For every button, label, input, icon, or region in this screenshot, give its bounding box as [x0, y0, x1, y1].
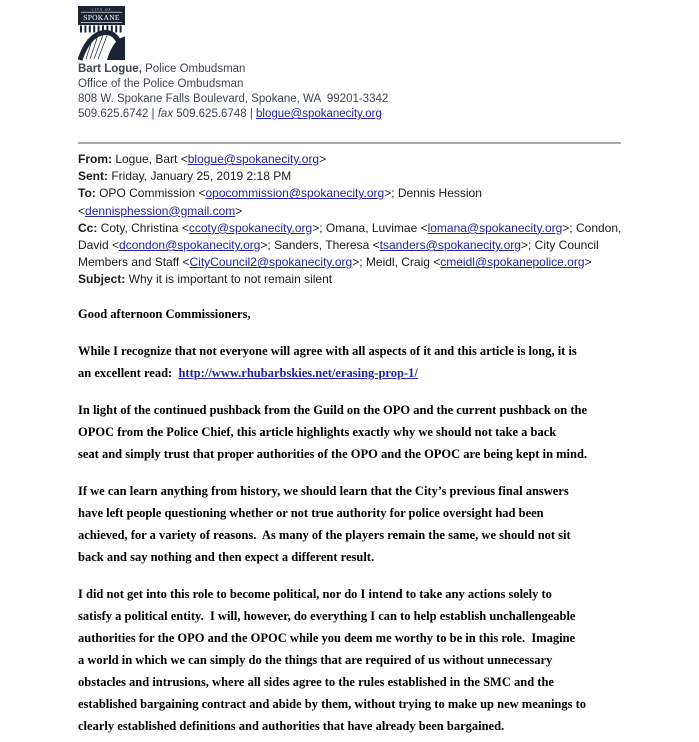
text-line: [78, 443, 688, 465]
hyperlink[interactable]: http://www.rhubarbskies.net/erasing-prop-1/: [178, 366, 418, 380]
hyperlink[interactable]: dennisphession@gmail.com: [85, 203, 236, 218]
text-run: established bargaining contract and abide by them, without trying to make up new meanings to: [78, 697, 587, 711]
text-run: If we can learn anything from history, we should learn that the City’s previous final answers: [78, 484, 569, 498]
text-line: [78, 203, 621, 220]
text-run: Sent:: [78, 169, 108, 184]
text-run: David <: [78, 238, 120, 253]
city-of-spokane-logo: [78, 6, 125, 66]
text-run: >; City Council: [520, 238, 599, 253]
hyperlink[interactable]: tsanders@spokanecity.org: [379, 238, 521, 253]
city-of-spokane-logo-graphic: [78, 6, 125, 61]
text-run: >; Sanders, Theresa <: [260, 238, 380, 253]
text-line: [78, 362, 688, 384]
text-run: authorities for the OPO and the OPOC while you deem me worthy to be in this role. Imagine: [78, 631, 576, 645]
body-paragraph: [78, 480, 688, 568]
text-run: Subject:: [78, 272, 126, 287]
text-run: back and say nothing and then expect a different result.: [78, 550, 375, 564]
text-run: >; Omana, Luvimae <: [312, 220, 428, 235]
text-run: achieved, for a variety of reasons. As many of the players remain the same, we should not sit: [78, 528, 571, 542]
text-run: 509.625.6748 |: [173, 108, 256, 120]
text-run: >; Condon,: [562, 220, 622, 235]
text-run: <: [78, 203, 86, 218]
text-run: Friday, January 25, 2019 2:18 PM: [108, 169, 292, 184]
text-line: [78, 62, 388, 77]
letterhead-signature-block: [78, 62, 388, 122]
text-line: [78, 107, 388, 122]
text-run: satisfy a political entity. I will, however, do everything I can to help establish unchallengeable: [78, 609, 576, 623]
header-divider: [78, 142, 621, 144]
text-run: OPOC from the Police Chief, this article highlights exactly why we should not take a back: [78, 425, 557, 439]
text-run: Why it is important to not remain silent: [125, 272, 333, 287]
text-run: >: [319, 152, 327, 166]
text-run: 808 W. Spokane Falls Boulevard, Spokane, WA 99201-3342: [78, 93, 389, 105]
text-run: Members and Staff <: [78, 255, 190, 270]
text-line: [78, 421, 688, 443]
text-line: [78, 399, 688, 421]
text-run: To:: [78, 186, 96, 201]
text-line: [78, 524, 688, 546]
text-line: [78, 151, 621, 168]
text-run: Coty, Christina <: [97, 220, 189, 235]
text-run: >; Dennis Hession: [384, 186, 482, 201]
hyperlink[interactable]: ccoty@spokanecity.org: [188, 220, 313, 235]
text-line: [78, 502, 688, 524]
body-paragraph: [78, 340, 688, 384]
text-run: Logue, Bart <: [112, 152, 188, 166]
text-run: >; Meidl, Craig <: [352, 255, 441, 270]
hyperlink[interactable]: dcondon@spokanecity.org: [119, 238, 261, 253]
email-header-block: [78, 151, 621, 289]
text-line: [78, 92, 388, 107]
text-run: In light of the continued pushback from the Guild on the OPO and the current pushback on the: [78, 403, 588, 417]
text-run: >: [235, 203, 243, 218]
text-run: obstacles and intrusions, where all sides agree to the rules established in the SMC and the: [78, 675, 554, 689]
text-line: [78, 271, 621, 288]
text-line: [78, 627, 688, 649]
text-run: a world in which we can simply do the things that are required of us without unnecessary: [78, 653, 553, 667]
text-line: [78, 605, 688, 627]
text-run: clearly established definitions and authorities that have already been bargained.: [78, 719, 505, 733]
text-run: 509.625.6742 |: [78, 108, 158, 120]
text-run: Police Ombudsman: [141, 63, 246, 75]
hyperlink[interactable]: opocommission@spokanecity.org: [205, 186, 385, 201]
text-line: [78, 168, 621, 185]
text-line: [78, 254, 621, 271]
text-line: [78, 671, 688, 693]
text-line: [78, 185, 621, 202]
text-run: While I recognize that not everyone will agree with all aspects of it and this article is long, it is: [78, 344, 577, 358]
body-paragraph: [78, 303, 688, 325]
text-run: an excellent read:: [78, 366, 179, 380]
text-line: [78, 693, 688, 715]
text-run: Office of the Police Ombudsman: [78, 78, 244, 90]
text-run: Cc:: [78, 220, 98, 235]
body-paragraph: [78, 399, 688, 465]
text-line: [78, 237, 621, 254]
hyperlink[interactable]: cmeidl@spokanepolice.org: [440, 255, 585, 270]
text-run: I did not get into this role to become political, nor do I intend to take any actions solely to: [78, 587, 552, 601]
hyperlink[interactable]: lomana@spokanecity.org: [427, 220, 563, 235]
text-run: Good afternoon Commissioners,: [78, 307, 251, 321]
hyperlink[interactable]: CityCouncil2@spokanecity.org: [189, 255, 353, 270]
body-paragraph: [78, 583, 688, 737]
text-line: [78, 649, 688, 671]
text-run: >: [584, 255, 592, 270]
text-run: fax: [157, 108, 174, 120]
logo-city-of-text: CITY OF: [91, 7, 112, 12]
email-body: [78, 303, 688, 742]
text-run: have left people questioning whether or not true authority for police oversight had been: [78, 506, 544, 520]
text-run: From:: [78, 152, 112, 166]
text-line: [78, 480, 688, 502]
hyperlink[interactable]: blogue@spokanecity.org: [256, 108, 382, 120]
text-line: [78, 303, 688, 325]
hyperlink[interactable]: blogue@spokanecity.org: [187, 152, 320, 166]
text-line: [78, 77, 388, 92]
text-run: OPO Commission <: [95, 186, 206, 201]
text-run: seat and simply trust that proper authorities of the OPO and the OPOC are being kept in mind.: [78, 447, 588, 461]
logo-spokane-text: SPOKANE: [83, 13, 120, 23]
text-run: Bart Logue,: [78, 63, 142, 75]
text-line: [78, 220, 621, 237]
text-line: [78, 715, 688, 737]
text-line: [78, 340, 688, 362]
text-line: [78, 583, 688, 605]
text-line: [78, 546, 688, 568]
